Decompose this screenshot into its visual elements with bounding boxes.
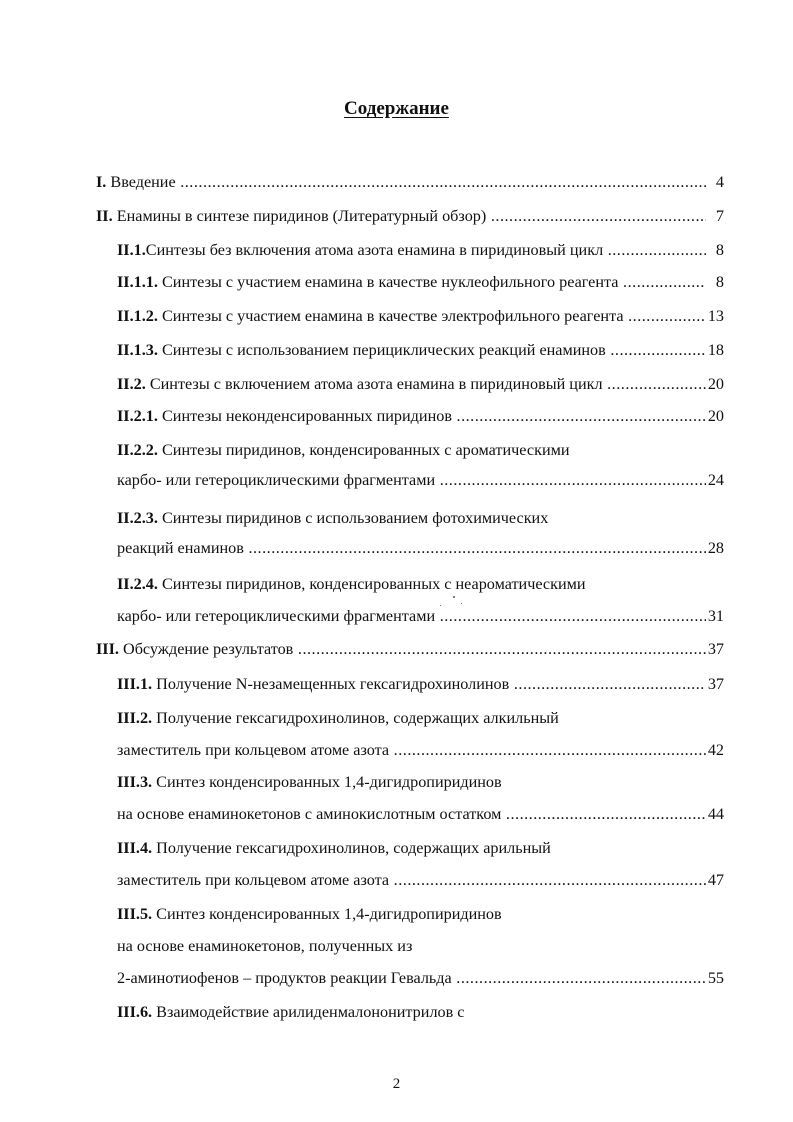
toc-entry	[117, 270, 706, 294]
scan-speck	[461, 603, 462, 604]
toc-page-number: 7	[714, 204, 724, 228]
toc-entry-continuation: на основе енаминокетонов, полученных из	[117, 937, 413, 955]
toc-entry	[117, 706, 706, 730]
scan-speck	[440, 605, 441, 606]
toc-entry	[96, 170, 706, 194]
toc-section-number: II.	[96, 207, 113, 225]
toc-section-number: II.1.2.	[117, 307, 158, 325]
toc-page-number: 8	[714, 270, 724, 294]
toc-section-title: Синтезы пиридинов с использованием фотохимических	[157, 509, 549, 527]
toc-section-number: II.1.1.	[117, 273, 158, 291]
toc-page-number: 31	[706, 604, 724, 628]
toc-section-number: III.	[96, 640, 119, 658]
toc-section-title: Получение N-незамещенных гексагидрохинолинов	[152, 675, 510, 693]
toc-section-number: II.2.	[117, 375, 146, 393]
toc-page-number: 47	[706, 868, 724, 892]
toc-entry	[117, 304, 706, 328]
toc-entry	[117, 404, 706, 428]
toc-section-number: II.2.2.	[117, 441, 158, 459]
toc-entry	[117, 438, 706, 462]
toc-section-number: III.4.	[117, 839, 153, 857]
toc-entry	[117, 770, 706, 794]
toc-page-number: 18	[706, 338, 724, 362]
toc-entry-continuation	[117, 468, 706, 492]
toc-entry-continuation	[117, 966, 706, 990]
toc-section-number: II.2.4.	[117, 575, 158, 593]
toc-continuation-text: заместитель при кольцевом атоме азота	[117, 871, 390, 889]
toc-entry-continuation	[117, 738, 706, 762]
toc-section-number: III.1.	[117, 675, 153, 693]
toc-section-title: Получение гексагидрохинолинов, содержащих арильный	[152, 839, 551, 857]
toc-entry	[117, 372, 706, 396]
toc-continuation-text: на основе енаминокетонов с аминокислотным остатком	[117, 805, 502, 823]
toc-entry	[117, 338, 706, 362]
toc-page-number: 4	[714, 170, 724, 194]
toc-section-title: Синтезы с использованием перициклических реакций енаминов	[157, 341, 606, 359]
toc-entry	[96, 637, 706, 661]
scan-speck	[453, 596, 455, 598]
toc-section-title: Обсуждение результатов	[118, 640, 294, 658]
toc-page-number: 20	[706, 372, 724, 396]
toc-section-title: Синтезы с включением атома азота енамина в пиридиновый цикл	[145, 375, 603, 393]
page-number: 2	[392, 1076, 401, 1092]
toc-section-title: Синтезы без включения атома азота енамина в пиридиновый цикл	[145, 241, 604, 259]
toc-section-number: III.3.	[117, 773, 153, 791]
toc-section-title: Енамины в синтезе пиридинов (Литературный обзор)	[112, 207, 487, 225]
toc-section-title: Синтезы неконденсированных пиридинов	[157, 407, 452, 425]
toc-entry	[117, 238, 706, 262]
toc-page-number: 8	[714, 238, 724, 262]
toc-page-number: 20	[706, 404, 724, 428]
toc-entry	[117, 1000, 706, 1024]
toc-section-number: II.2.3.	[117, 509, 158, 527]
toc-section-title: Синтезы пиридинов, конденсированных с ароматическими	[157, 441, 570, 459]
toc-page-number: 13	[706, 304, 724, 328]
toc-section-title: Синтез конденсированных 1,4-дигидропиридинов	[152, 905, 502, 923]
toc-page-number: 24	[706, 468, 724, 492]
toc-section-title: Синтез конденсированных 1,4-дигидропиридинов	[152, 773, 502, 791]
toc-section-number: III.5.	[117, 905, 153, 923]
toc-section-number: II.2.1.	[117, 407, 158, 425]
toc-section-number: III.2.	[117, 709, 153, 727]
toc-section-number: III.6.	[117, 1003, 153, 1021]
page-title: Содержание	[344, 98, 449, 119]
toc-entry	[117, 836, 706, 860]
toc-entry-continuation	[117, 868, 706, 892]
toc-section-title: Синтезы пиридинов, конденсированных с неароматическими	[157, 575, 586, 593]
toc-entry-continuation	[117, 536, 706, 560]
toc-continuation-text: 2-аминотиофенов – продуктов реакции Гевальда	[117, 969, 452, 987]
toc-page-number: 55	[706, 966, 724, 990]
toc-entry	[117, 572, 706, 596]
toc-continuation-text: карбо- или гетероциклическими фрагментами	[117, 607, 436, 625]
toc-section-number: II.1.3.	[117, 341, 158, 359]
toc-continuation-text: карбо- или гетероциклическими фрагментами	[117, 471, 436, 489]
toc-section-title: Введение	[106, 173, 176, 191]
toc-page-number: 44	[706, 802, 724, 826]
toc-page-number: 37	[706, 637, 724, 661]
toc-page-number: 28	[706, 536, 724, 560]
toc-continuation-text: заместитель при кольцевом атоме азота	[117, 741, 390, 759]
toc-section-title: Получение гексагидрохинолинов, содержащих алкильный	[152, 709, 559, 727]
toc-continuation-text: реакций енаминов	[117, 539, 244, 557]
toc-page-number: 42	[706, 738, 724, 762]
toc-entry-continuation	[117, 604, 706, 628]
toc-page-number: 37	[706, 672, 724, 696]
toc-section-number: I.	[96, 173, 107, 191]
toc-section-number: II.1.	[117, 241, 146, 259]
toc-section-title: Взаимодействие арилиденмалононитрилов с	[152, 1003, 465, 1021]
toc-entry	[117, 506, 706, 530]
toc-entry	[117, 672, 706, 696]
toc-entry	[96, 204, 706, 228]
toc-entry	[117, 902, 706, 926]
toc-section-title: Синтезы с участием енамина в качестве электрофильного реагента	[157, 307, 624, 325]
toc-section-title: Синтезы с участием енамина в качестве нуклеофильного реагента	[157, 273, 619, 291]
toc-entry-continuation	[117, 802, 706, 826]
